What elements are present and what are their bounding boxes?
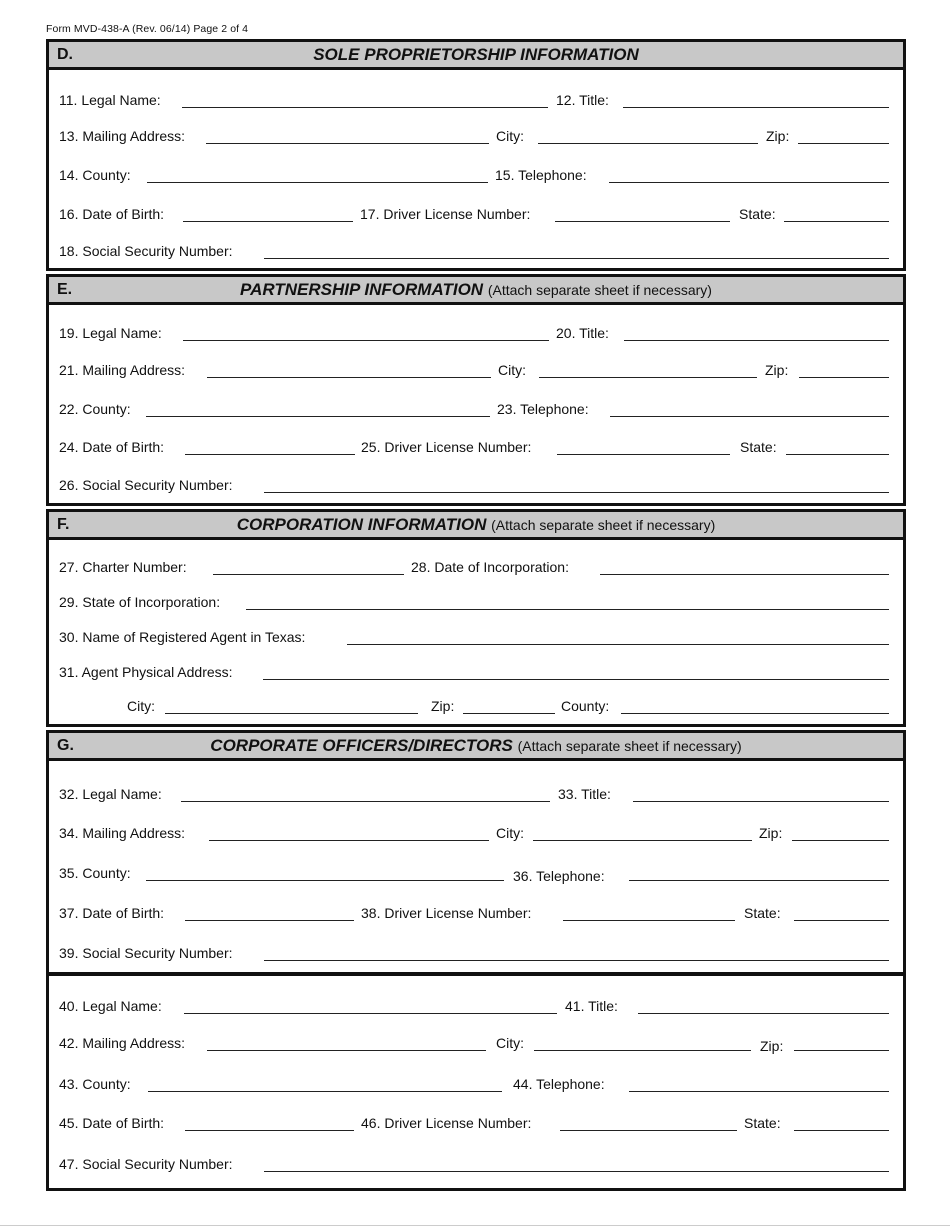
charter-number-field[interactable] xyxy=(213,574,404,575)
zip-field[interactable] xyxy=(463,713,555,714)
label-date-of-birth: 24. Date of Birth: xyxy=(59,439,165,455)
form-number: Form MVD-438-A (Rev. 06/14) Page 2 of 4 xyxy=(46,23,249,35)
label-zip: Zip: xyxy=(760,1038,784,1054)
date-of-birth-field[interactable] xyxy=(185,454,355,455)
label-legal-name: 19. Legal Name: xyxy=(59,325,162,341)
label-mailing-address: 13. Mailing Address: xyxy=(59,128,186,144)
label-zip: Zip: xyxy=(759,825,783,841)
section-d-header xyxy=(49,42,903,70)
ssn-field[interactable] xyxy=(264,492,889,493)
state-field[interactable] xyxy=(794,1130,889,1131)
label-title: 41. Title: xyxy=(565,998,618,1014)
label-county: County: xyxy=(561,698,610,714)
section-d xyxy=(46,39,906,271)
zip-field[interactable] xyxy=(799,377,889,378)
label-state: State: xyxy=(744,905,781,921)
label-ssn: 39. Social Security Number: xyxy=(59,945,233,961)
zip-field[interactable] xyxy=(794,1050,889,1051)
label-telephone: 44. Telephone: xyxy=(513,1076,605,1092)
mailing-address-field[interactable] xyxy=(209,840,489,841)
label-zip: Zip: xyxy=(766,128,790,144)
date-of-birth-field[interactable] xyxy=(185,1130,354,1131)
label-agent-address: 31. Agent Physical Address: xyxy=(59,664,233,680)
section-note: (Attach separate sheet if necessary) xyxy=(487,282,712,298)
label-charter-number: 27. Charter Number: xyxy=(59,559,187,575)
label-date-of-birth: 37. Date of Birth: xyxy=(59,905,165,921)
section-note: (Attach separate sheet if necessary) xyxy=(491,517,716,533)
label-telephone: 36. Telephone: xyxy=(513,868,605,884)
label-state-of-incorporation: 29. State of Incorporation: xyxy=(59,594,221,610)
label-title: 33. Title: xyxy=(558,786,611,802)
city-field[interactable] xyxy=(539,377,757,378)
section-letter: E. xyxy=(57,281,73,298)
label-mailing-address: 21. Mailing Address: xyxy=(59,362,186,378)
label-ssn: 18. Social Security Number: xyxy=(59,243,233,259)
city-field[interactable] xyxy=(165,713,418,714)
county-field[interactable] xyxy=(146,880,504,881)
label-driver-license: 38. Driver License Number: xyxy=(361,905,532,921)
section-letter: F. xyxy=(57,516,70,533)
label-ssn: 26. Social Security Number: xyxy=(59,477,233,493)
label-registered-agent: 30. Name of Registered Agent in Texas: xyxy=(59,629,306,645)
section-note: (Attach separate sheet if necessary) xyxy=(517,738,742,754)
city-field[interactable] xyxy=(538,143,758,144)
city-field[interactable] xyxy=(533,840,752,841)
section-f xyxy=(46,509,906,727)
mailing-address-field[interactable] xyxy=(207,1050,486,1051)
state-field[interactable] xyxy=(794,920,889,921)
date-of-incorporation-field[interactable] xyxy=(600,574,889,575)
label-state: State: xyxy=(739,206,776,222)
label-legal-name: 40. Legal Name: xyxy=(59,998,162,1014)
title-field[interactable] xyxy=(624,340,889,341)
section-e-header xyxy=(49,277,903,305)
label-zip: Zip: xyxy=(765,362,789,378)
ssn-field[interactable] xyxy=(264,258,889,259)
label-city: City: xyxy=(496,825,524,841)
label-city: City: xyxy=(496,1035,524,1051)
legal-name-field[interactable] xyxy=(181,801,550,802)
section-g-header xyxy=(49,733,903,761)
legal-name-field[interactable] xyxy=(184,1013,557,1014)
legal-name-field[interactable] xyxy=(183,340,549,341)
city-field[interactable] xyxy=(534,1050,751,1051)
section-title: CORPORATE OFFICERS/DIRECTORS (Attach separate sheet if necessary) xyxy=(210,736,742,755)
label-state: State: xyxy=(740,439,777,455)
ssn-field[interactable] xyxy=(264,1171,889,1172)
telephone-field[interactable] xyxy=(629,1091,889,1092)
date-of-birth-field[interactable] xyxy=(185,920,354,921)
label-driver-license: 17. Driver License Number: xyxy=(360,206,531,222)
label-ssn: 47. Social Security Number: xyxy=(59,1156,233,1172)
zip-field[interactable] xyxy=(792,840,889,841)
label-date-of-birth: 16. Date of Birth: xyxy=(59,206,165,222)
county-field[interactable] xyxy=(148,1091,502,1092)
label-county: 22. County: xyxy=(59,401,131,417)
title-field[interactable] xyxy=(638,1013,889,1014)
label-driver-license: 25. Driver License Number: xyxy=(361,439,532,455)
telephone-field[interactable] xyxy=(629,880,889,881)
zip-field[interactable] xyxy=(798,143,889,144)
driver-license-field[interactable] xyxy=(560,1130,737,1131)
ssn-field[interactable] xyxy=(264,960,889,961)
label-mailing-address: 42. Mailing Address: xyxy=(59,1035,186,1051)
section-f-header xyxy=(49,512,903,540)
agent-address-field[interactable] xyxy=(263,679,889,680)
state-field[interactable] xyxy=(784,221,889,222)
date-of-birth-field[interactable] xyxy=(183,221,353,222)
telephone-field[interactable] xyxy=(610,416,889,417)
section-title: CORPORATION INFORMATION (Attach separate sheet if necessary) xyxy=(236,515,716,534)
section-title: PARTNERSHIP INFORMATION (Attach separate sheet if necessary) xyxy=(240,280,712,299)
label-telephone: 15. Telephone: xyxy=(495,167,587,183)
label-city: City: xyxy=(127,698,155,714)
mailing-address-field[interactable] xyxy=(206,143,489,144)
telephone-field[interactable] xyxy=(609,182,889,183)
state-of-incorporation-field[interactable] xyxy=(246,609,889,610)
label-driver-license: 46. Driver License Number: xyxy=(361,1115,532,1131)
title-field[interactable] xyxy=(633,801,889,802)
label-county: 14. County: xyxy=(59,167,131,183)
driver-license-field[interactable] xyxy=(563,920,735,921)
label-legal-name: 32. Legal Name: xyxy=(59,786,162,802)
legal-name-field[interactable] xyxy=(182,107,548,108)
section-letter: D. xyxy=(57,46,73,63)
title-field[interactable] xyxy=(623,107,889,108)
section-e xyxy=(46,274,906,506)
mailing-address-field[interactable] xyxy=(207,377,491,378)
state-field[interactable] xyxy=(786,454,889,455)
driver-license-field[interactable] xyxy=(555,221,730,222)
label-telephone: 23. Telephone: xyxy=(497,401,589,417)
driver-license-field[interactable] xyxy=(557,454,730,455)
section-title: SOLE PROPRIETORSHIP INFORMATION xyxy=(313,45,639,64)
label-city: City: xyxy=(498,362,526,378)
registered-agent-field[interactable] xyxy=(347,644,889,645)
county-field[interactable] xyxy=(146,416,490,417)
label-date-of-birth: 45. Date of Birth: xyxy=(59,1115,165,1131)
label-date-of-incorporation: 28. Date of Incorporation: xyxy=(411,559,569,575)
label-mailing-address: 34. Mailing Address: xyxy=(59,825,186,841)
section-g xyxy=(46,730,906,1191)
county-field[interactable] xyxy=(147,182,488,183)
label-county: 43. County: xyxy=(59,1076,131,1092)
label-county: 35. County: xyxy=(59,865,131,881)
label-title: 20. Title: xyxy=(556,325,609,341)
label-city: City: xyxy=(496,128,524,144)
county-field[interactable] xyxy=(621,713,889,714)
label-legal-name: 11. Legal Name: xyxy=(59,92,161,108)
label-state: State: xyxy=(744,1115,781,1131)
label-title: 12. Title: xyxy=(556,92,609,108)
label-zip: Zip: xyxy=(431,698,455,714)
page-bottom-rule xyxy=(0,1225,950,1226)
section-letter: G. xyxy=(57,737,74,754)
officer-divider xyxy=(49,972,903,976)
